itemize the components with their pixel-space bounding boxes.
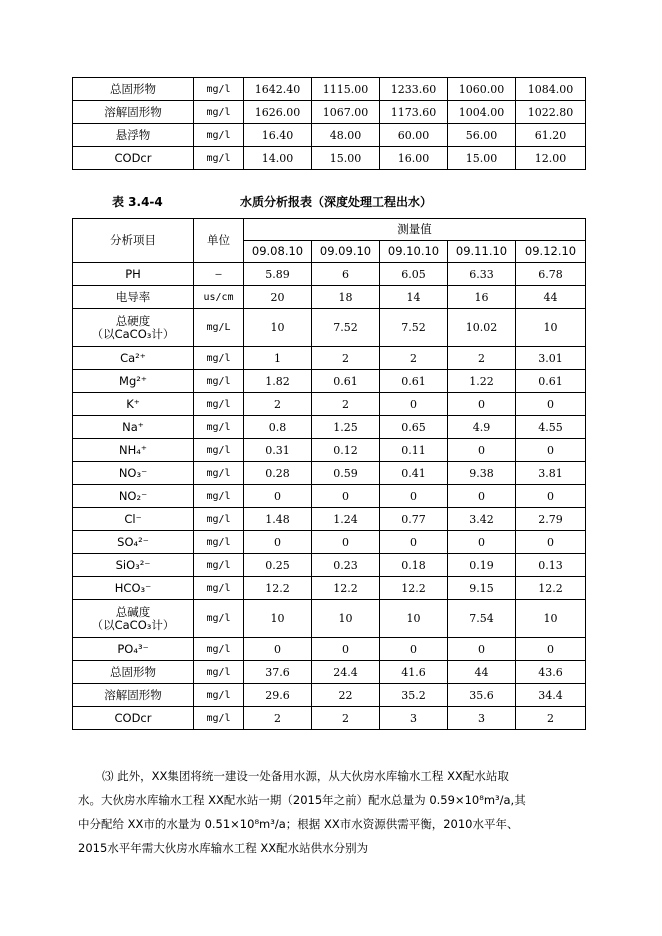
table-row [73, 286, 586, 309]
row-value: 0.23 [312, 554, 380, 577]
row-unit: mg/l [194, 600, 244, 638]
row-value: 0.61 [380, 370, 448, 393]
table-row [73, 101, 586, 124]
row-item-label: 总硬度 [115, 313, 151, 328]
row-value: 6.78 [516, 263, 586, 286]
row-item-cell [73, 485, 194, 508]
row-item-label: 总碱度 [115, 604, 151, 619]
row-value: 24.4 [312, 661, 380, 684]
table-row [73, 638, 586, 661]
row-unit: mg/l [194, 101, 244, 124]
row-value: 2 [244, 707, 312, 730]
row-value: 0.11 [380, 439, 448, 462]
row-value: 44 [516, 286, 586, 309]
row-value: 1084.00 [516, 78, 586, 101]
row-value: 0 [312, 531, 380, 554]
row-value: 0 [244, 638, 312, 661]
row-value: 2 [516, 707, 586, 730]
row-value: 1.82 [244, 370, 312, 393]
row-item-cell [73, 309, 194, 347]
row-item-cell [73, 147, 194, 170]
row-value: 15.00 [448, 147, 516, 170]
row-value: 0 [244, 485, 312, 508]
table-row [73, 485, 586, 508]
row-value: 2 [380, 347, 448, 370]
table-caption-label: 表 3.4-4 [112, 195, 163, 209]
table-row [73, 462, 586, 485]
table-row [73, 393, 586, 416]
row-value: 43.6 [516, 661, 586, 684]
body-paragraph [78, 764, 598, 860]
row-value: 20 [244, 286, 312, 309]
row-item-cell [73, 600, 194, 638]
row-value: 4.9 [448, 416, 516, 439]
row-value: 0.65 [380, 416, 448, 439]
header-date: 09.11.10 [448, 241, 516, 263]
row-value: 10 [516, 600, 586, 638]
row-value: 10.02 [448, 309, 516, 347]
table-row [73, 600, 586, 638]
row-value: 16.00 [380, 147, 448, 170]
row-value: 3 [448, 707, 516, 730]
row-value: 0 [244, 531, 312, 554]
row-item-cell [73, 393, 194, 416]
table-row [73, 263, 586, 286]
row-value: 12.2 [312, 577, 380, 600]
row-value: 0 [312, 485, 380, 508]
row-value: 2 [312, 707, 380, 730]
header-item: 分析项目 [73, 219, 194, 263]
row-item-label: 总固形物 [110, 664, 156, 679]
row-value: 0 [516, 485, 586, 508]
row-item-label: 电导率 [115, 289, 151, 304]
row-item-label: Na⁺ [122, 419, 144, 434]
row-value: 3 [380, 707, 448, 730]
row-item-cell [73, 370, 194, 393]
row-value: 14 [380, 286, 448, 309]
row-value: 0.77 [380, 508, 448, 531]
row-value: 1022.80 [516, 101, 586, 124]
row-value: 0 [380, 485, 448, 508]
row-unit: mg/l [194, 707, 244, 730]
row-unit: mg/l [194, 78, 244, 101]
table-row [73, 661, 586, 684]
row-value: 41.6 [380, 661, 448, 684]
row-value: 44 [448, 661, 516, 684]
table-row [73, 707, 586, 730]
row-value: 1.22 [448, 370, 516, 393]
row-value: 1004.00 [448, 101, 516, 124]
row-value: 1067.00 [312, 101, 380, 124]
row-unit: mg/l [194, 462, 244, 485]
row-item-label: NO₃⁻ [118, 465, 148, 480]
row-unit: mg/l [194, 554, 244, 577]
row-value: 0 [380, 531, 448, 554]
row-item-cell [73, 531, 194, 554]
row-value: 12.00 [516, 147, 586, 170]
paragraph-line: ⑶ 此外，XX集团将统一建设一处备用水源，从大伙房水库输水工程 XX配水站取 [102, 769, 509, 783]
row-value: 37.6 [244, 661, 312, 684]
row-item-cell [73, 661, 194, 684]
row-item-cell [73, 416, 194, 439]
row-item-label: K⁺ [126, 396, 140, 411]
row-unit: mg/l [194, 684, 244, 707]
row-value: 10 [312, 600, 380, 638]
row-unit: mg/l [194, 147, 244, 170]
row-value: 2 [312, 393, 380, 416]
row-value: 0 [380, 638, 448, 661]
row-value: 10 [516, 309, 586, 347]
header-date: 09.08.10 [244, 241, 312, 263]
row-item-label: Ca²⁺ [120, 350, 146, 365]
row-value: 2 [244, 393, 312, 416]
header-date: 09.12.10 [516, 241, 586, 263]
row-unit: mg/l [194, 661, 244, 684]
row-value: 16 [448, 286, 516, 309]
row-value: 0.41 [380, 462, 448, 485]
row-value: 1 [244, 347, 312, 370]
row-value: 10 [380, 600, 448, 638]
row-value: 12.2 [244, 577, 312, 600]
row-unit: mg/l [194, 124, 244, 147]
row-value: 0 [380, 393, 448, 416]
table-row [73, 439, 586, 462]
row-value: 22 [312, 684, 380, 707]
row-value: 1626.00 [244, 101, 312, 124]
row-item-label: CODcr [114, 710, 152, 725]
row-item-label: 溶解固形物 [104, 687, 162, 702]
row-value: 0.19 [448, 554, 516, 577]
row-unit: mg/l [194, 393, 244, 416]
row-value: 35.2 [380, 684, 448, 707]
row-unit: us/cm [194, 286, 244, 309]
row-value: 29.6 [244, 684, 312, 707]
row-value: 0 [312, 638, 380, 661]
row-value: 0.61 [516, 370, 586, 393]
table-row [73, 416, 586, 439]
row-value: 6 [312, 263, 380, 286]
table-row [73, 78, 586, 101]
row-item-cell [73, 78, 194, 101]
row-value: 0 [448, 531, 516, 554]
row-value: 6.05 [380, 263, 448, 286]
row-item-label: PH [125, 266, 141, 281]
row-value: 35.6 [448, 684, 516, 707]
table-main-header-row [73, 219, 586, 241]
row-item-cell [73, 439, 194, 462]
row-unit: mg/l [194, 577, 244, 600]
row-value: 0 [516, 439, 586, 462]
row-value: 60.00 [380, 124, 448, 147]
row-item-label: 溶解固形物 [104, 104, 162, 119]
row-item-cell [73, 347, 194, 370]
row-value: 0 [516, 638, 586, 661]
row-value: 2.79 [516, 508, 586, 531]
row-item-cell [73, 508, 194, 531]
table-row [73, 577, 586, 600]
row-item-cell [73, 101, 194, 124]
row-value: 1173.60 [380, 101, 448, 124]
row-value: 2 [312, 347, 380, 370]
table-main-body [73, 219, 586, 730]
row-value: 9.38 [448, 462, 516, 485]
row-value: 9.15 [448, 577, 516, 600]
row-item-label: CODcr [114, 150, 152, 165]
row-item-label: 总固形物 [110, 81, 156, 96]
row-value: 5.89 [244, 263, 312, 286]
row-item-sublabel: （以CaCO₃计） [91, 617, 175, 632]
row-value: 12.2 [380, 577, 448, 600]
row-value: 1.48 [244, 508, 312, 531]
table-row [73, 370, 586, 393]
paragraph-line: 2015水平年需大伙房水库输水工程 XX配水站供水分别为 [78, 841, 369, 855]
row-value: 0 [448, 638, 516, 661]
table-row [73, 554, 586, 577]
row-value: 0 [516, 531, 586, 554]
header-unit: 单位 [194, 219, 244, 263]
row-value: 1233.60 [380, 78, 448, 101]
row-value: 6.33 [448, 263, 516, 286]
row-item-cell [73, 286, 194, 309]
row-value: 1642.40 [244, 78, 312, 101]
row-item-label: HCO₃⁻ [114, 580, 152, 595]
row-value: 0.28 [244, 462, 312, 485]
row-unit: mg/L [194, 309, 244, 347]
row-value: 10 [244, 309, 312, 347]
row-value: 2 [448, 347, 516, 370]
row-item-label: NH₄⁺ [119, 442, 147, 457]
row-value: 18 [312, 286, 380, 309]
row-item-cell [73, 124, 194, 147]
row-item-cell [73, 263, 194, 286]
header-date: 09.10.10 [380, 241, 448, 263]
row-unit: mg/l [194, 370, 244, 393]
row-value: 1.24 [312, 508, 380, 531]
row-item-cell [73, 577, 194, 600]
row-value: 0.25 [244, 554, 312, 577]
row-item-cell [73, 638, 194, 661]
row-value: 1115.00 [312, 78, 380, 101]
row-item-cell [73, 684, 194, 707]
row-item-label: SiO₃²⁻ [115, 557, 151, 572]
row-value: 4.55 [516, 416, 586, 439]
row-value: 48.00 [312, 124, 380, 147]
row-value: 16.40 [244, 124, 312, 147]
row-item-label: 悬浮物 [115, 127, 151, 142]
row-item-cell [73, 707, 194, 730]
row-value: 0 [516, 393, 586, 416]
row-value: 0.13 [516, 554, 586, 577]
row-value: 3.42 [448, 508, 516, 531]
table-main [72, 218, 586, 730]
row-value: 1060.00 [448, 78, 516, 101]
row-value: 0.61 [312, 370, 380, 393]
row-value: 0.18 [380, 554, 448, 577]
row-value: 7.52 [312, 309, 380, 347]
row-unit: mg/l [194, 508, 244, 531]
table-row [73, 531, 586, 554]
table-caption [112, 193, 432, 210]
row-item-label: NO₂⁻ [118, 488, 148, 503]
row-unit: — [194, 263, 244, 286]
table-row [73, 347, 586, 370]
row-item-cell [73, 462, 194, 485]
paragraph-line: 水。大伙房水库输水工程 XX配水站一期（2015年之前）配水总量为 0.59×10⁸m³/a,其 [78, 793, 526, 807]
row-value: 0 [448, 485, 516, 508]
row-value: 7.54 [448, 600, 516, 638]
row-value: 56.00 [448, 124, 516, 147]
table-row [73, 124, 586, 147]
row-unit: mg/l [194, 439, 244, 462]
row-item-label: PO₄³⁻ [117, 641, 149, 656]
row-value: 61.20 [516, 124, 586, 147]
header-measured: 测量值 [244, 219, 586, 241]
table-row [73, 309, 586, 347]
row-item-label: SO₄²⁻ [117, 534, 149, 549]
row-value: 14.00 [244, 147, 312, 170]
row-value: 12.2 [516, 577, 586, 600]
table-row [73, 684, 586, 707]
row-value: 0 [448, 393, 516, 416]
header-date: 09.09.10 [312, 241, 380, 263]
paragraph-line: 中分配给 XX市的水量为 0.51×10⁸m³/a；根据 XX市水资源供需平衡，2010水平年、 [78, 817, 519, 831]
row-value: 34.4 [516, 684, 586, 707]
row-value: 0 [448, 439, 516, 462]
row-value: 10 [244, 600, 312, 638]
row-item-cell [73, 554, 194, 577]
row-item-label: Cl⁻ [124, 511, 142, 526]
table-row [73, 147, 586, 170]
table-top [72, 77, 586, 170]
row-value: 0.59 [312, 462, 380, 485]
row-unit: mg/l [194, 485, 244, 508]
table-row [73, 508, 586, 531]
row-value: 15.00 [312, 147, 380, 170]
row-value: 0.8 [244, 416, 312, 439]
row-unit: mg/l [194, 638, 244, 661]
row-item-label: Mg²⁺ [119, 373, 147, 388]
row-value: 3.01 [516, 347, 586, 370]
row-unit: mg/l [194, 531, 244, 554]
table-top-body [73, 78, 586, 170]
row-unit: mg/l [194, 416, 244, 439]
row-value: 1.25 [312, 416, 380, 439]
row-item-sublabel: （以CaCO₃计） [91, 326, 175, 341]
table-caption-title: 水质分析报表（深度处理工程出水） [240, 195, 433, 209]
row-value: 0.31 [244, 439, 312, 462]
row-unit: mg/l [194, 347, 244, 370]
row-value: 3.81 [516, 462, 586, 485]
row-value: 0.12 [312, 439, 380, 462]
row-value: 7.52 [380, 309, 448, 347]
